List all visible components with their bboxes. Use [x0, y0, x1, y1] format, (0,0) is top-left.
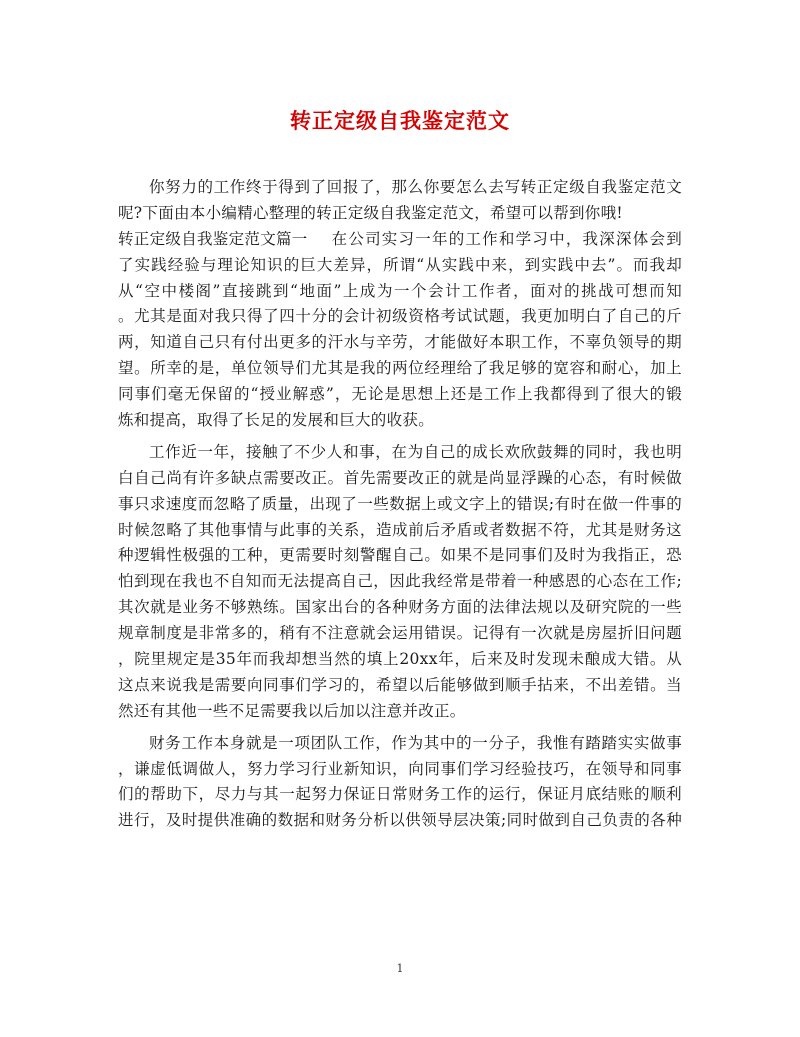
text-line: 。尤其是面对我只得了四十分的会计初级资格考试试题，我更加明白了自己的斤 [118, 307, 682, 326]
text-line: 然还有其他一些不足需要我以后加以注意并改正。 [118, 701, 466, 720]
text-line: 规章制度是非常多的，稍有不注意就会运用错误。记得有一次就是房屋折旧问题 [118, 624, 682, 643]
document-body [118, 175, 682, 834]
paragraph-three [118, 731, 682, 835]
text-line: 种逻辑性极强的工种，更需要时刻警醒自己。如果不是同事们及时为我指正，恐 [118, 546, 682, 565]
text-line: ，谦虚低调做人，努力学习行业新知识，向同事们学习经验技巧，在领导和同事 [118, 759, 682, 778]
text-line: 呢?下面由本小编精心整理的转正定级自我鉴定范文，希望可以帮到你哦! [118, 203, 623, 222]
text-line: 望。所幸的是，单位领导们尤其是我的两位经理给了我足够的宽容和耐心，加上 [118, 359, 682, 378]
text-line: ，院里规定是35年而我却想当然的填上20xx年，后来及时发现未酿成大错。从 [118, 650, 682, 669]
text-line: 们的帮助下，尽力与其一起努力保证日常财务工作的运行，保证月底结账的顺利 [118, 785, 682, 804]
text-line: 同事们毫无保留的“授业解惑”，无论是思想上还是工作上我都得到了很大的锻 [118, 385, 682, 404]
section-one-paragraph [118, 227, 682, 434]
paragraph-two [118, 440, 682, 725]
text-line: 工作近一年，接触了不少人和事，在为自己的成长欢欣鼓舞的同时，我也明 [149, 442, 682, 461]
text-line: 你努力的工作终于得到了回报了，那么你要怎么去写转正定级自我鉴定范文 [149, 178, 682, 196]
text-line: 财务工作本身就是一项团队工作，作为其中的一分子，我惟有踏踏实实做事 [149, 733, 682, 752]
text-line: 了实践经验与理论知识的巨大差异，所谓“从实践中来，到实践中去”。而我却 [118, 255, 682, 274]
text-line: 事只求速度而忽略了质量，出现了一些数据上或文字上的错误;有时在做一件事的 [118, 494, 682, 513]
text-line: 进行，及时提供准确的数据和财务分析以供领导层决策;同时做到自己负责的各种 [118, 811, 682, 830]
intro-paragraph [118, 175, 682, 227]
text-line: 时候忽略了其他事情与此事的关系，造成前后矛盾或者数据不符，尤其是财务这 [118, 520, 682, 539]
text-line: 怕到现在我也不自知而无法提高自己，因此我经常是带着一种感恩的心态在工作; [118, 572, 682, 591]
text-line: 白自己尚有许多缺点需要改正。首先需要改正的就是尚显浮躁的心态，有时候做 [118, 468, 682, 487]
section-heading-line [118, 227, 682, 253]
text-line: 两，知道自己只有付出更多的汗水与辛劳，才能做好本职工作，不辜负领导的期 [118, 333, 682, 352]
text-line: 在公司实习一年的工作和学习中，我深深体会到 [331, 229, 682, 248]
text-line: 从“空中楼阁”直接跳到“地面”上成为一个会计工作者，面对的挑战可想而知 [118, 281, 682, 300]
document-title: 转正定级自我鉴定范文 [290, 108, 510, 133]
text-line: 炼和提高，取得了长足的发展和巨大的收获。 [118, 411, 435, 430]
section-heading-label: 转正定级自我鉴定范文篇一 [118, 229, 308, 248]
text-line: 这点来说我是需要向同事们学习的，希望以后能够做到顺手拈来，不出差错。当 [118, 675, 682, 694]
text-line: 其次就是业务不够熟练。国家出台的各种财务方面的法律法规以及研究院的一些 [118, 598, 682, 617]
page-number: 1 [396, 962, 404, 975]
